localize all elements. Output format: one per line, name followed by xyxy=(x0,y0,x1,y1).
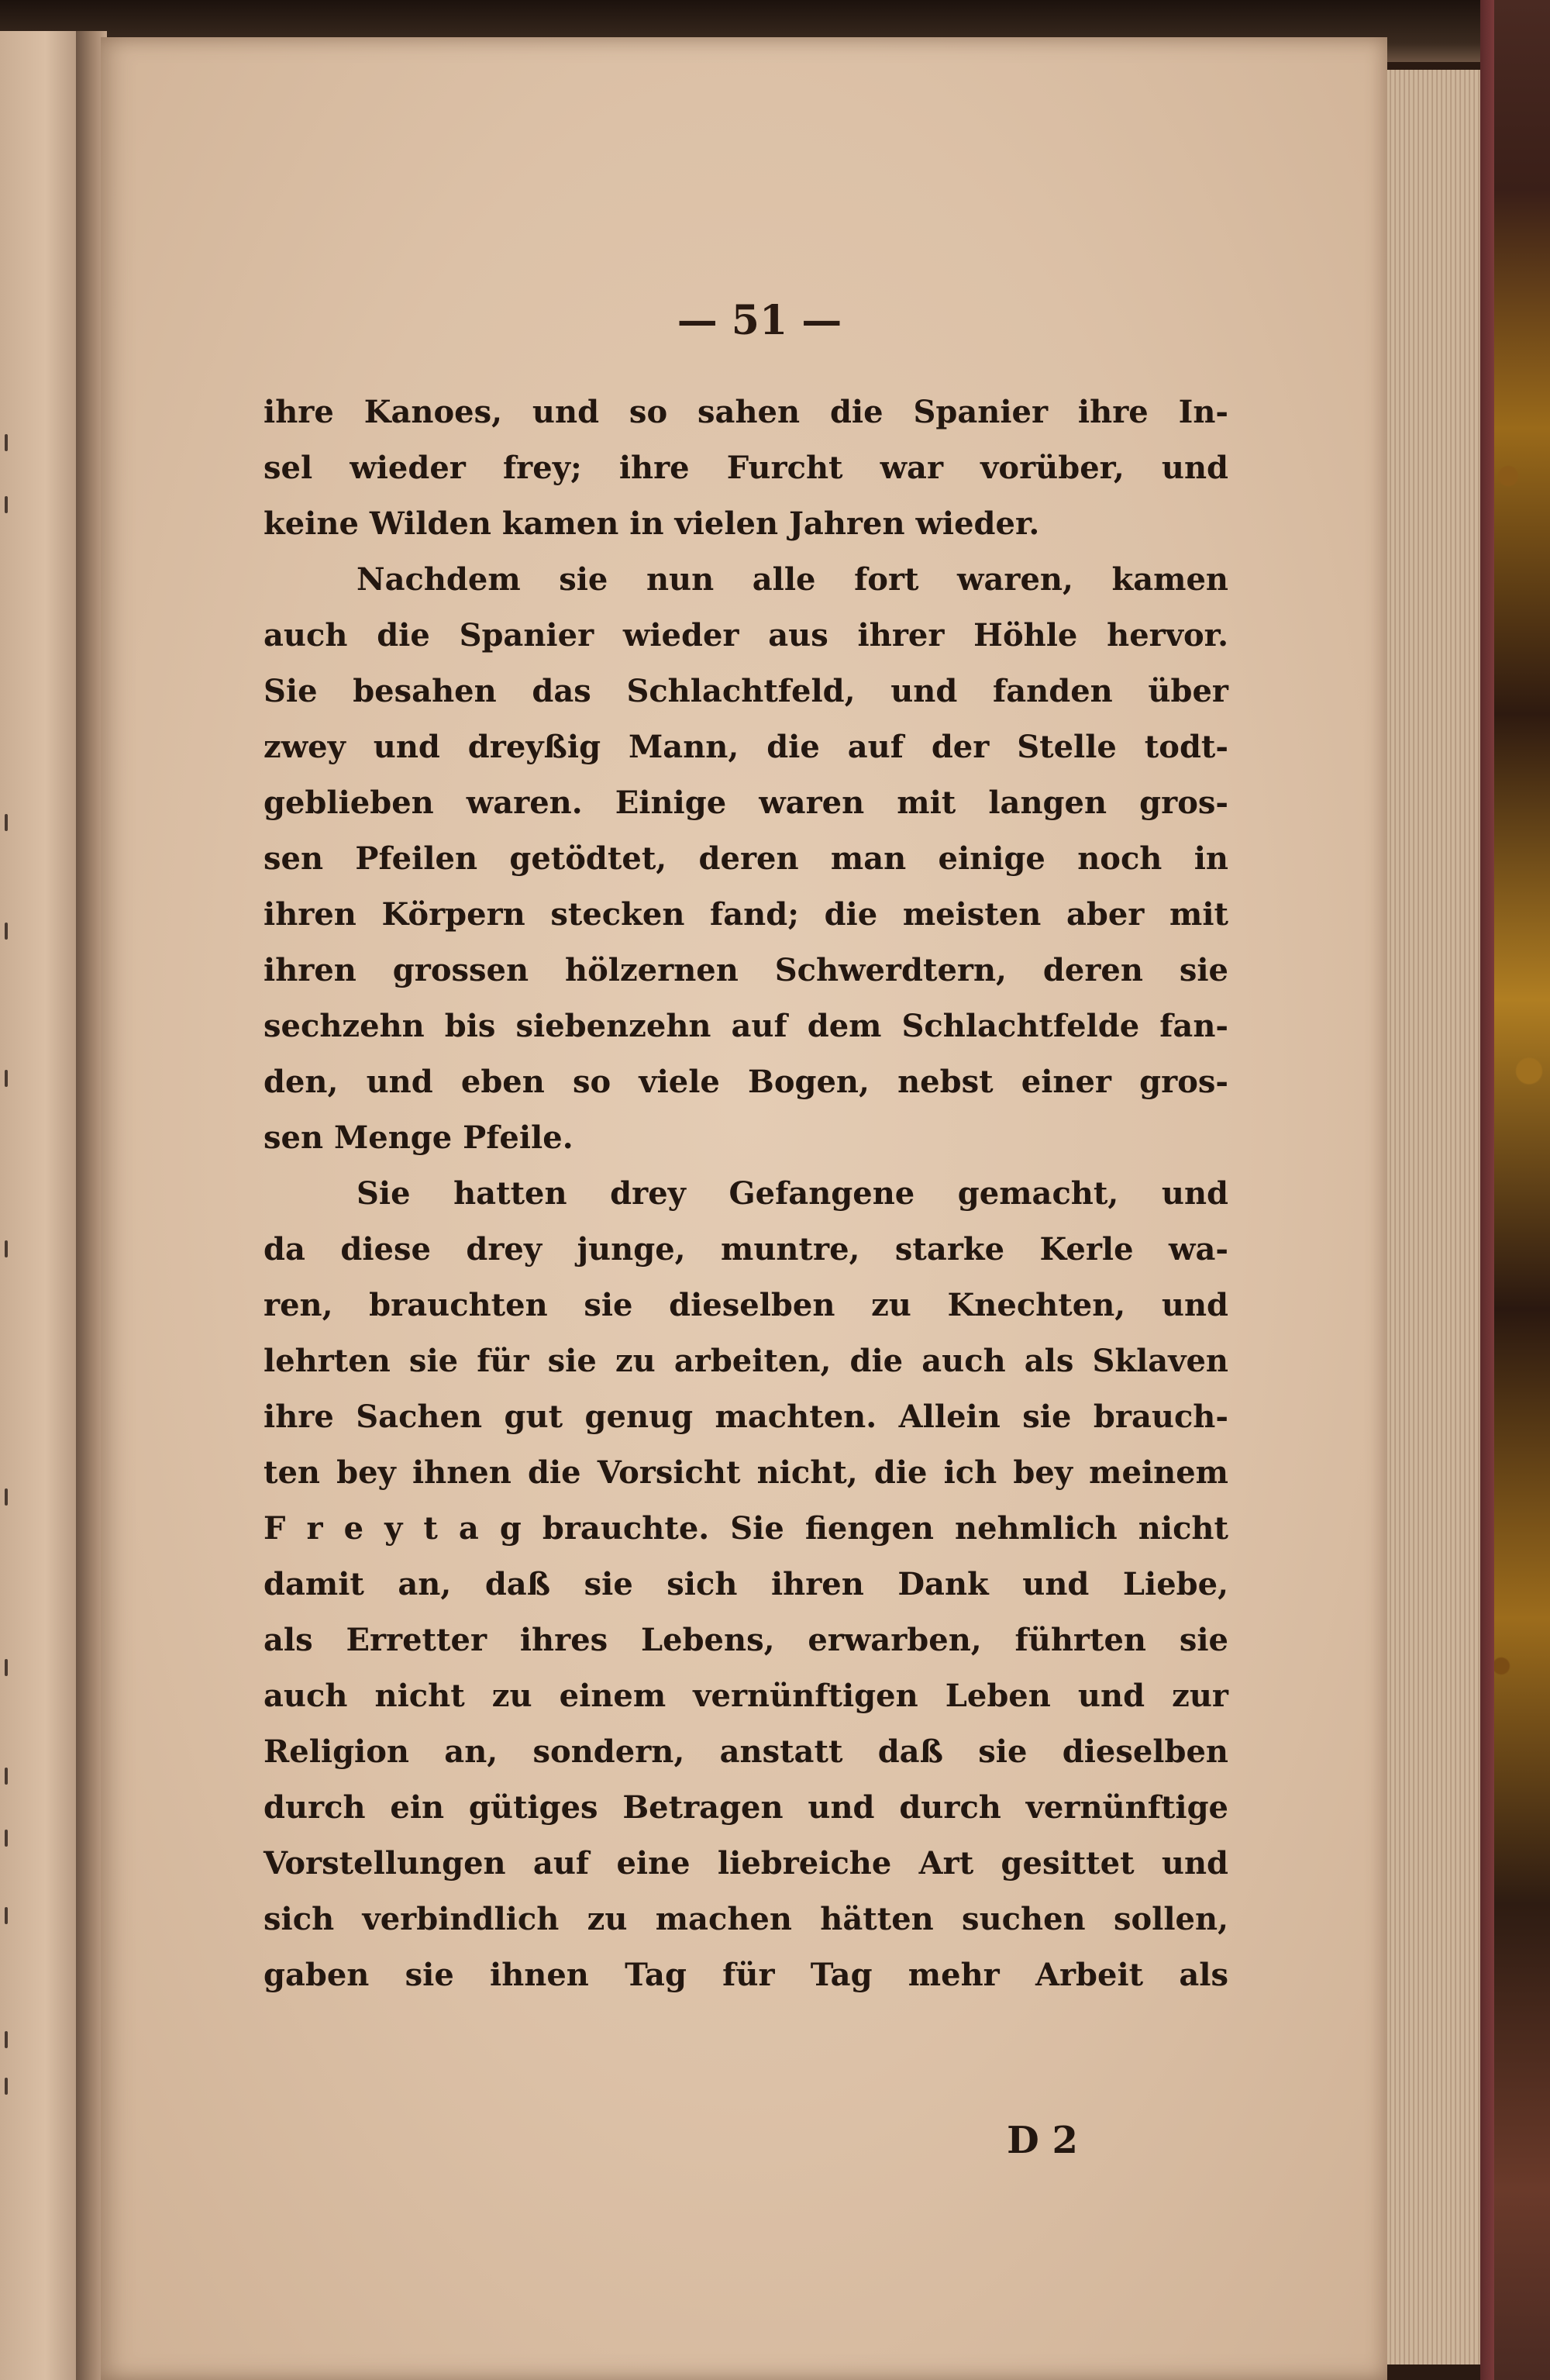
ink-mark xyxy=(5,1907,8,1924)
text-line: ihren grossen hölzernen Schwerdtern, deren sie xyxy=(264,952,1228,988)
text-line: zwey und dreyßig Mann, die auf der Stelle todt- xyxy=(264,729,1228,765)
text-line: geblieben waren. Einige waren mit langen gros- xyxy=(264,785,1228,821)
text-line: sen Menge Pfeile. xyxy=(264,1119,574,1156)
text-line: damit an, daß sie sich ihren Dank und Liebe, xyxy=(264,1566,1228,1602)
ink-mark xyxy=(5,496,8,513)
page-block-edges xyxy=(1387,70,1480,2364)
text-line: Sie hatten drey Gefangene gemacht, und xyxy=(356,1175,1228,1212)
text-line: Sie besahen das Schlachtfeld, und fanden über xyxy=(264,673,1228,709)
text-line: ihre Kanoes, und so sahen die Spanier ihre In- xyxy=(264,394,1228,430)
text-line: sel wieder frey; ihre Furcht war vorüber, und xyxy=(264,450,1228,486)
text-line: durch ein gütiges Betragen und durch vernünftige xyxy=(264,1789,1228,1826)
text-line: keine Wilden kamen in vielen Jahren wieder. xyxy=(264,505,1040,542)
marbled-cover xyxy=(1480,0,1550,2380)
ink-mark xyxy=(5,923,8,940)
text-line: als Erretter ihres Lebens, erwarben, führten sie xyxy=(264,1622,1228,1658)
text-line: sich verbindlich zu machen hätten suchen sollen, xyxy=(264,1901,1228,1937)
page-number: — 51 — xyxy=(677,297,842,344)
text-line: F r e y t a g brauchte. Sie fiengen nehmlich nicht xyxy=(264,1510,1228,1547)
signature-mark: D 2 xyxy=(1007,2119,1078,2162)
ink-mark xyxy=(5,1830,8,1847)
facing-page-text-remnants xyxy=(5,31,67,2326)
ink-mark xyxy=(5,1488,8,1506)
text-line: ren, brauchten sie dieselben zu Knechten, und xyxy=(264,1287,1228,1323)
text-line: gaben sie ihnen Tag für Tag mehr Arbeit als xyxy=(264,1957,1228,1993)
ink-mark xyxy=(5,2078,8,2095)
ink-mark xyxy=(5,434,8,451)
ink-mark xyxy=(5,1240,8,1257)
ink-mark xyxy=(5,1768,8,1785)
text-line: auch die Spanier wieder aus ihrer Höhle hervor. xyxy=(264,617,1228,654)
ink-mark xyxy=(5,814,8,831)
text-line: Religion an, sondern, anstatt daß sie dieselben xyxy=(264,1733,1228,1770)
book-page xyxy=(101,37,1387,2380)
text-line: sen Pfeilen getödtet, deren man einige noch in xyxy=(264,840,1228,877)
text-line: lehrten sie für sie zu arbeiten, die auch als Sklaven xyxy=(264,1343,1228,1379)
ink-mark xyxy=(5,2031,8,2048)
text-line: den, und eben so viele Bogen, nebst einer gros- xyxy=(264,1064,1228,1100)
text-line: da diese drey junge, muntre, starke Kerle wa- xyxy=(264,1231,1228,1268)
text-line: Nachdem sie nun alle fort waren, kamen xyxy=(356,561,1228,598)
ink-mark xyxy=(5,1659,8,1676)
ink-mark xyxy=(5,1070,8,1087)
text-line: ihren Körpern stecken fand; die meisten aber mit xyxy=(264,896,1228,933)
text-line: ten bey ihnen die Vorsicht nicht, die ich bey meinem xyxy=(264,1454,1228,1491)
text-line: Vorstellungen auf eine liebreiche Art gesittet und xyxy=(264,1845,1228,1882)
page-body-text xyxy=(264,385,1228,2003)
text-line: auch nicht zu einem vernünftigen Leben und zur xyxy=(264,1678,1228,1714)
text-line: sechzehn bis siebenzehn auf dem Schlachtfelde fan- xyxy=(264,1008,1228,1044)
text-line: ihre Sachen gut genug machten. Allein sie brauch- xyxy=(264,1399,1228,1435)
